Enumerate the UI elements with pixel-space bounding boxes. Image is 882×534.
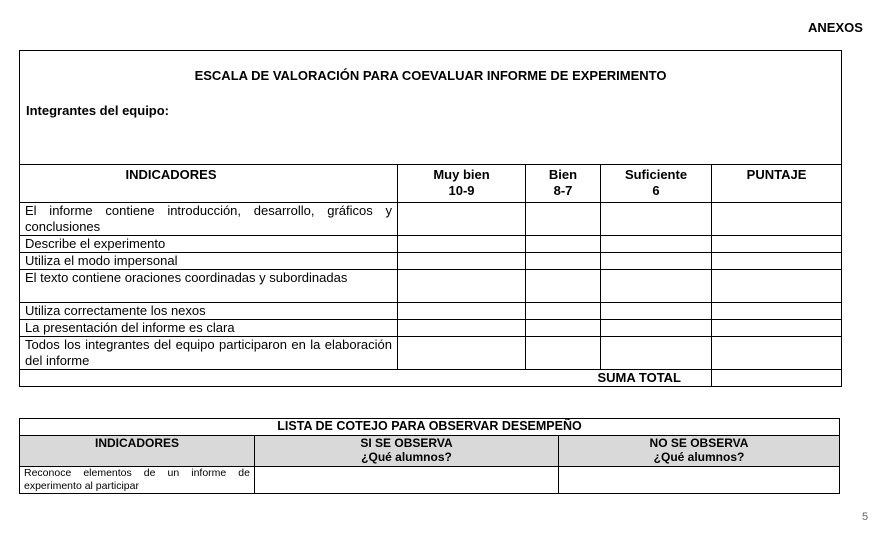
- score-cell[interactable]: [712, 253, 842, 270]
- score-cell[interactable]: [398, 253, 526, 270]
- score-cell[interactable]: [601, 253, 712, 270]
- score-cell[interactable]: [526, 270, 601, 303]
- rating-scale-header-cell: [20, 51, 842, 165]
- col-puntaje: PUNTAJE: [712, 165, 842, 203]
- criterion-cell: El informe contiene introducción, desarrollo, gráficos y conclusiones: [20, 203, 398, 236]
- score-cell[interactable]: [601, 203, 712, 236]
- score-cell[interactable]: [601, 337, 712, 370]
- score-cell[interactable]: [526, 337, 601, 370]
- col-no-label: NO SE OBSERVA: [649, 436, 749, 450]
- not-observed-cell[interactable]: [559, 467, 840, 494]
- score-cell[interactable]: [601, 270, 712, 303]
- criterion-cell: El texto contiene oraciones coordinadas y subordinadas: [20, 270, 398, 303]
- score-cell[interactable]: [712, 320, 842, 337]
- table-row: [20, 253, 842, 270]
- score-cell[interactable]: [712, 270, 842, 303]
- score-cell[interactable]: [398, 320, 526, 337]
- col-muy-bien-label: Muy bien: [433, 167, 490, 182]
- annex-label: ANEXOS: [808, 20, 863, 35]
- table-row: [20, 320, 842, 337]
- criterion-cell: Utiliza el modo impersonal: [20, 253, 398, 270]
- col-indicadores: INDICADORES: [20, 165, 398, 203]
- rating-scale-table: [19, 50, 842, 387]
- col-muy-bien: [398, 165, 526, 203]
- score-cell[interactable]: [398, 270, 526, 303]
- score-cell[interactable]: [601, 236, 712, 253]
- score-cell[interactable]: [712, 203, 842, 236]
- score-cell[interactable]: [601, 303, 712, 320]
- col-suficiente: [601, 165, 712, 203]
- col-indicadores: INDICADORES: [20, 436, 255, 467]
- score-cell[interactable]: [712, 236, 842, 253]
- criterion-cell: Reconoce elementos de un informe de experimento al participar: [20, 467, 255, 494]
- table-row: [20, 203, 842, 236]
- checklist-table: [19, 418, 840, 494]
- checklist-title: LISTA DE COTEJO PARA OBSERVAR DESEMPEÑO: [20, 419, 840, 436]
- criterion-cell: Todos los integrantes del equipo participaron en la elaboración del informe: [20, 337, 398, 370]
- score-cell[interactable]: [526, 236, 601, 253]
- page-number: 5: [862, 511, 869, 523]
- score-cell[interactable]: [398, 303, 526, 320]
- score-cell[interactable]: [526, 253, 601, 270]
- col-muy-bien-range: 10-9: [448, 183, 475, 198]
- score-cell[interactable]: [398, 236, 526, 253]
- score-cell[interactable]: [398, 203, 526, 236]
- score-cell[interactable]: [398, 337, 526, 370]
- score-cell[interactable]: [526, 203, 601, 236]
- score-cell[interactable]: [712, 303, 842, 320]
- checklist-column-headers: [20, 436, 840, 467]
- table-row: [20, 236, 842, 253]
- col-no-sub: ¿Qué alumnos?: [653, 450, 745, 464]
- col-suficiente-range: 6: [652, 183, 660, 198]
- score-cell[interactable]: [526, 320, 601, 337]
- col-bien-range: 8-7: [553, 183, 573, 198]
- col-suficiente-label: Suficiente: [624, 167, 688, 182]
- col-bien-label: Bien: [548, 167, 578, 182]
- criterion-cell: Utiliza correctamente los nexos: [20, 303, 398, 320]
- score-cell[interactable]: [712, 337, 842, 370]
- team-members-label: Integrantes del equipo:: [26, 103, 170, 118]
- criterion-cell: Describe el experimento: [20, 236, 398, 253]
- score-cell[interactable]: [526, 303, 601, 320]
- col-bien: [526, 165, 601, 203]
- table-row: [20, 337, 842, 370]
- col-si-label: SI SE OBSERVA: [360, 436, 453, 450]
- rating-scale-title: ESCALA DE VALORACIÓN PARA COEVALUAR INFORME DE EXPERIMENTO: [194, 68, 667, 83]
- table-row: [20, 270, 842, 303]
- col-si-se-observa: [255, 436, 559, 467]
- col-no-se-observa: [559, 436, 840, 467]
- table-row: [20, 467, 840, 494]
- sum-total-label: SUMA TOTAL: [20, 370, 712, 387]
- observed-cell[interactable]: [255, 467, 559, 494]
- rating-scale-column-headers: [20, 165, 842, 203]
- sum-row: [20, 370, 842, 387]
- col-si-sub: ¿Qué alumnos?: [361, 450, 452, 464]
- criterion-cell: La presentación del informe es clara: [20, 320, 398, 337]
- sum-total-cell[interactable]: [712, 370, 842, 387]
- score-cell[interactable]: [601, 320, 712, 337]
- table-row: [20, 303, 842, 320]
